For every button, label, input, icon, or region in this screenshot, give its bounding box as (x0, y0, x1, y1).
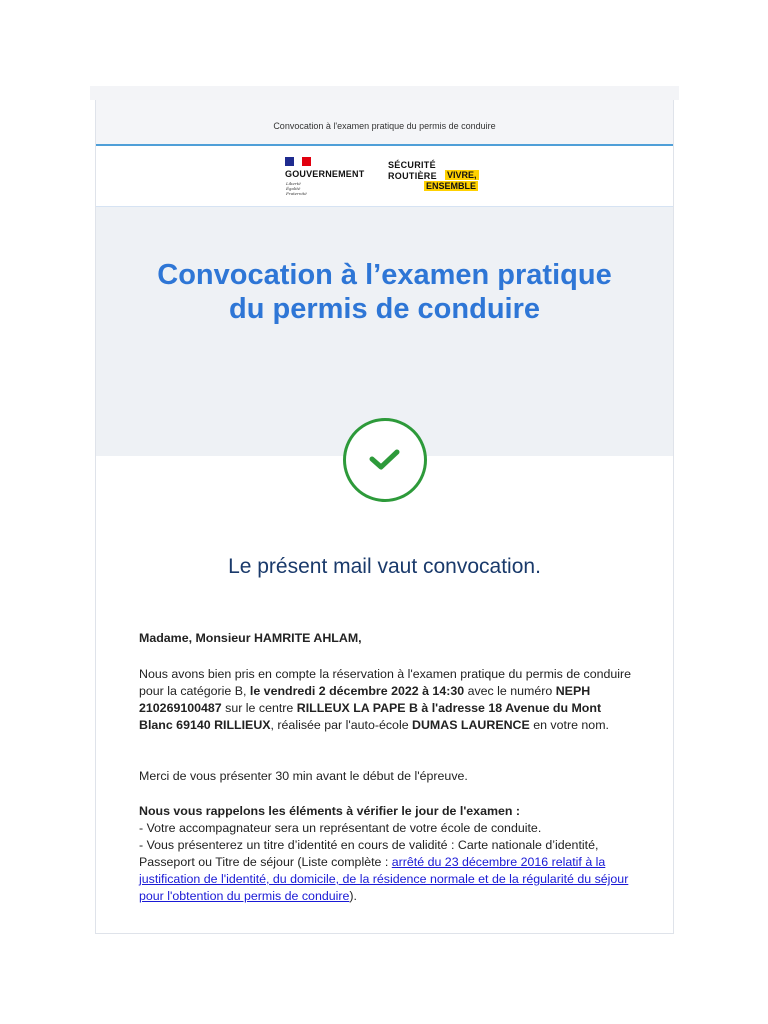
gouvernement-motto (286, 181, 307, 196)
email-card (95, 100, 674, 934)
para1-text-3: sur le centre (221, 701, 297, 715)
confirmation-text: Le présent mail vaut convocation. (228, 555, 541, 578)
para1-text-2: avec le numéro (464, 684, 556, 698)
gouvernement-name: GOUVERNEMENT (285, 169, 365, 179)
reminder-item-1: - Votre accompagnateur sera un représentant de votre école de conduite. (139, 821, 542, 835)
motto-egalite: Égalité (286, 186, 301, 191)
motto-fraternite: Fraternité (286, 191, 307, 196)
exam-date: le vendredi 2 décembre 2022 à 14:30 (249, 684, 465, 698)
preheader (96, 100, 673, 146)
arrete-link[interactable]: arrêté du 23 décembre 2016 relatif à la justification de l'identité, du domicile, de la résidence normale et de la régularité du séjour pour l'obtention du permis de conduire (139, 855, 629, 903)
title-line-2: du permis de conduire (229, 293, 540, 325)
reminder-item-2-text: - Vous présenterez un titre d’identité en cours de validité : Carte nationale d’identité, Passeport ou Titre de séjour (Liste complète : (139, 838, 599, 869)
neph-number: NEPH 210269100487 (139, 684, 591, 715)
para1-text-5: en votre nom. (529, 718, 609, 732)
page-title (96, 258, 673, 326)
motto-liberte: Liberté (286, 181, 301, 186)
check-circle (343, 418, 427, 502)
reservation-paragraph (139, 666, 633, 734)
sr-line1: SÉCURITÉ (388, 160, 436, 170)
check-icon (368, 447, 402, 473)
reminder-item-2 (139, 837, 633, 905)
para1-text-4: , réalisée par l'auto-école (270, 718, 413, 732)
sr-ensemble: ENSEMBLE (426, 181, 477, 191)
driving-school: DUMAS LAURENCE (412, 718, 530, 732)
flag-icon (285, 157, 311, 166)
preheader-text: Convocation à l'examen pratique du permis de conduire (273, 121, 496, 131)
logo-row (96, 146, 673, 207)
salutation: Madame, Monsieur HAMRITE AHLAM, (139, 631, 362, 645)
arrival-paragraph: Merci de vous présenter 30 min avant le début de l'épreuve. (139, 769, 468, 783)
gouvernement-logo (285, 155, 385, 201)
exam-centre: RILLEUX LA PAPE B à l'adresse 18 Avenue du Mont Blanc 69140 RILLIEUX (139, 701, 602, 732)
reminder-item-2-end: ). (349, 889, 357, 903)
para1-text-1: Nous avons bien pris en compte la réservation à l'examen pratique du permis de conduire pour la catégorie B, (139, 667, 632, 698)
sr-line2: ROUTIÈRE (388, 171, 437, 181)
sr-vivre: VIVRE, (447, 170, 477, 180)
reminder-title: Nous vous rappelons les éléments à vérifier le jour de l'examen : (139, 804, 521, 818)
title-line-1: Convocation à l’examen pratique (157, 259, 612, 291)
securite-routiere-logo (388, 160, 498, 196)
reminder-section (139, 803, 633, 905)
page-top-band (90, 86, 679, 100)
